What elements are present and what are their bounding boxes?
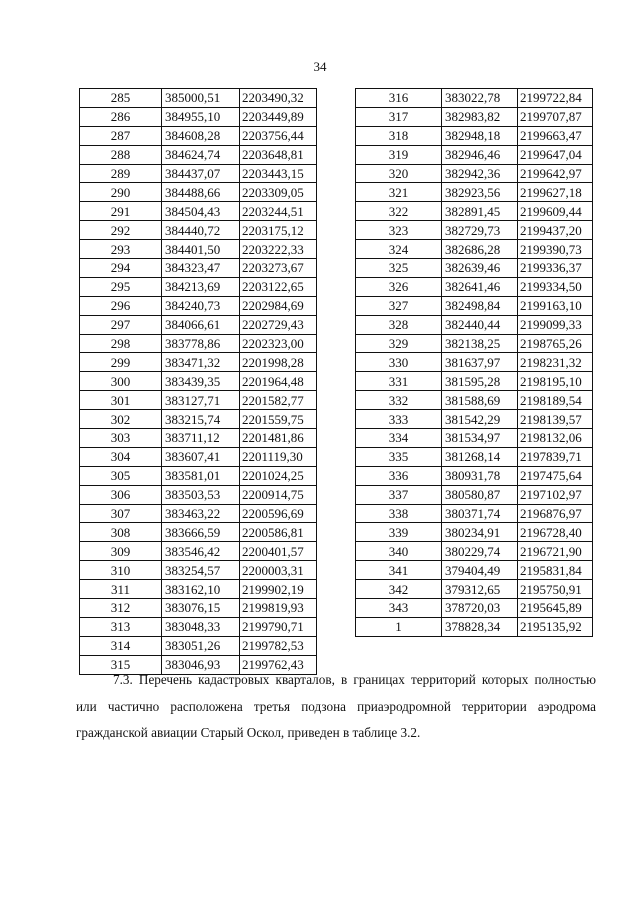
point-number-cell: 296: [80, 296, 162, 315]
table-row: [80, 126, 317, 145]
x-coordinate-cell: 382948,18: [442, 126, 518, 145]
table-row: [80, 183, 317, 202]
point-number-cell: 314: [80, 636, 162, 655]
table-row: [356, 145, 593, 164]
table-row: [356, 107, 593, 126]
x-coordinate-cell: 383546,42: [162, 542, 240, 561]
x-coordinate-cell: 382891,45: [442, 202, 518, 221]
table-row: [80, 599, 317, 618]
x-coordinate-cell: 384401,50: [162, 240, 240, 259]
table-row: [356, 447, 593, 466]
table-row: [356, 391, 593, 410]
y-coordinate-cell: 2201559,75: [240, 410, 317, 429]
y-coordinate-cell: 2198195,10: [518, 372, 593, 391]
section-paragraph: 7.3. Перечень кадастровых кварталов, в границах территорий которых полностью или частично расположена третья подзона приаэродромной территории аэродрома гражданской авиации Старый Оскол, приведен в таблице 3.2.: [76, 672, 596, 740]
table-row: [80, 277, 317, 296]
table-row: [80, 580, 317, 599]
point-number-cell: 302: [80, 410, 162, 429]
table-row: [80, 259, 317, 278]
point-number-cell: 295: [80, 277, 162, 296]
point-number-cell: 318: [356, 126, 442, 145]
point-number-cell: 332: [356, 391, 442, 410]
y-coordinate-cell: 2198189,54: [518, 391, 593, 410]
x-coordinate-cell: 382729,73: [442, 221, 518, 240]
y-coordinate-cell: 2199163,10: [518, 296, 593, 315]
table-row: [80, 240, 317, 259]
point-number-cell: 303: [80, 429, 162, 448]
table-row: [356, 126, 593, 145]
y-coordinate-cell: 2198139,57: [518, 410, 593, 429]
table-row: [80, 391, 317, 410]
x-coordinate-cell: 385000,51: [162, 89, 240, 108]
table-row: [80, 447, 317, 466]
table-row: [356, 410, 593, 429]
point-number-cell: 328: [356, 315, 442, 334]
x-coordinate-cell: 382639,46: [442, 259, 518, 278]
x-coordinate-cell: 383463,22: [162, 504, 240, 523]
y-coordinate-cell: 2195750,91: [518, 580, 593, 599]
y-coordinate-cell: 2199707,87: [518, 107, 593, 126]
point-number-cell: 340: [356, 542, 442, 561]
table-row: [356, 259, 593, 278]
y-coordinate-cell: 2196721,90: [518, 542, 593, 561]
y-coordinate-cell: 2203449,89: [240, 107, 317, 126]
point-number-cell: 313: [80, 617, 162, 636]
x-coordinate-cell: 382923,56: [442, 183, 518, 202]
point-number-cell: 322: [356, 202, 442, 221]
y-coordinate-cell: 2197839,71: [518, 447, 593, 466]
y-coordinate-cell: 2199334,50: [518, 277, 593, 296]
table-row: [80, 429, 317, 448]
coordinates-table-right: [355, 88, 593, 637]
point-number-cell: 324: [356, 240, 442, 259]
table-row: [80, 410, 317, 429]
y-coordinate-cell: 2199782,53: [240, 636, 317, 655]
point-number-cell: 312: [80, 599, 162, 618]
x-coordinate-cell: 383503,53: [162, 485, 240, 504]
point-number-cell: 334: [356, 429, 442, 448]
y-coordinate-cell: 2199790,71: [240, 617, 317, 636]
y-coordinate-cell: 2200596,69: [240, 504, 317, 523]
point-number-cell: 311: [80, 580, 162, 599]
y-coordinate-cell: 2199663,47: [518, 126, 593, 145]
point-number-cell: 289: [80, 164, 162, 183]
table-row: [356, 315, 593, 334]
table-row: [80, 542, 317, 561]
coordinates-table-left: [79, 88, 317, 675]
x-coordinate-cell: 383254,57: [162, 561, 240, 580]
table-row: [80, 466, 317, 485]
y-coordinate-cell: 2200914,75: [240, 485, 317, 504]
point-number-cell: 294: [80, 259, 162, 278]
point-number-cell: 285: [80, 89, 162, 108]
point-number-cell: 320: [356, 164, 442, 183]
y-coordinate-cell: 2201119,30: [240, 447, 317, 466]
coordinates-table-right-body: [356, 89, 593, 637]
y-coordinate-cell: 2200586,81: [240, 523, 317, 542]
point-number-cell: 316: [356, 89, 442, 108]
point-number-cell: 331: [356, 372, 442, 391]
table-row: [356, 429, 593, 448]
table-row: [80, 372, 317, 391]
table-row: [80, 315, 317, 334]
point-number-cell: 315: [80, 655, 162, 674]
x-coordinate-cell: 383711,12: [162, 429, 240, 448]
point-number-cell: 333: [356, 410, 442, 429]
point-number-cell: 338: [356, 504, 442, 523]
table-row: [80, 89, 317, 108]
x-coordinate-cell: 384504,43: [162, 202, 240, 221]
x-coordinate-cell: 383162,10: [162, 580, 240, 599]
point-number-cell: 319: [356, 145, 442, 164]
point-number-cell: 309: [80, 542, 162, 561]
table-row: [356, 523, 593, 542]
table-row: [356, 617, 593, 636]
x-coordinate-cell: 382942,36: [442, 164, 518, 183]
y-coordinate-cell: 2199437,20: [518, 221, 593, 240]
x-coordinate-cell: 383666,59: [162, 523, 240, 542]
table-row: [356, 202, 593, 221]
point-number-cell: 298: [80, 334, 162, 353]
y-coordinate-cell: 2201024,25: [240, 466, 317, 485]
table-row: [80, 617, 317, 636]
table-row: [80, 485, 317, 504]
point-number-cell: 321: [356, 183, 442, 202]
y-coordinate-cell: 2198765,26: [518, 334, 593, 353]
point-number-cell: 329: [356, 334, 442, 353]
point-number-cell: 1: [356, 617, 442, 636]
y-coordinate-cell: 2196876,97: [518, 504, 593, 523]
y-coordinate-cell: 2197475,64: [518, 466, 593, 485]
x-coordinate-cell: 383607,41: [162, 447, 240, 466]
table-row: [80, 523, 317, 542]
y-coordinate-cell: 2196728,40: [518, 523, 593, 542]
x-coordinate-cell: 384955,10: [162, 107, 240, 126]
y-coordinate-cell: 2199647,04: [518, 145, 593, 164]
table-row: [356, 561, 593, 580]
point-number-cell: 342: [356, 580, 442, 599]
y-coordinate-cell: 2202729,43: [240, 315, 317, 334]
x-coordinate-cell: 383778,86: [162, 334, 240, 353]
x-coordinate-cell: 381534,97: [442, 429, 518, 448]
table-row: [356, 221, 593, 240]
y-coordinate-cell: 2203222,33: [240, 240, 317, 259]
point-number-cell: 288: [80, 145, 162, 164]
y-coordinate-cell: 2202323,00: [240, 334, 317, 353]
x-coordinate-cell: 380229,74: [442, 542, 518, 561]
table-row: [356, 240, 593, 259]
y-coordinate-cell: 2203273,67: [240, 259, 317, 278]
x-coordinate-cell: 382641,46: [442, 277, 518, 296]
point-number-cell: 326: [356, 277, 442, 296]
table-row: [356, 277, 593, 296]
table-row: [356, 183, 593, 202]
table-row: [356, 580, 593, 599]
x-coordinate-cell: 384213,69: [162, 277, 240, 296]
y-coordinate-cell: 2203309,05: [240, 183, 317, 202]
x-coordinate-cell: 384437,07: [162, 164, 240, 183]
x-coordinate-cell: 384608,28: [162, 126, 240, 145]
table-row: [356, 372, 593, 391]
x-coordinate-cell: 384488,66: [162, 183, 240, 202]
y-coordinate-cell: 2203490,32: [240, 89, 317, 108]
x-coordinate-cell: 383022,78: [442, 89, 518, 108]
point-number-cell: 336: [356, 466, 442, 485]
point-number-cell: 307: [80, 504, 162, 523]
table-row: [356, 89, 593, 108]
x-coordinate-cell: 384323,47: [162, 259, 240, 278]
y-coordinate-cell: 2199336,37: [518, 259, 593, 278]
table-row: [80, 164, 317, 183]
y-coordinate-cell: 2199722,84: [518, 89, 593, 108]
x-coordinate-cell: 379312,65: [442, 580, 518, 599]
y-coordinate-cell: 2203443,15: [240, 164, 317, 183]
point-number-cell: 335: [356, 447, 442, 466]
point-number-cell: 310: [80, 561, 162, 580]
x-coordinate-cell: 380931,78: [442, 466, 518, 485]
point-number-cell: 317: [356, 107, 442, 126]
y-coordinate-cell: 2195831,84: [518, 561, 593, 580]
point-number-cell: 287: [80, 126, 162, 145]
y-coordinate-cell: 2201964,48: [240, 372, 317, 391]
point-number-cell: 323: [356, 221, 442, 240]
x-coordinate-cell: 382946,46: [442, 145, 518, 164]
x-coordinate-cell: 383051,26: [162, 636, 240, 655]
y-coordinate-cell: 2195135,92: [518, 617, 593, 636]
point-number-cell: 337: [356, 485, 442, 504]
table-row: [356, 296, 593, 315]
point-number-cell: 343: [356, 599, 442, 618]
y-coordinate-cell: 2199762,43: [240, 655, 317, 674]
y-coordinate-cell: 2200003,31: [240, 561, 317, 580]
y-coordinate-cell: 2199819,93: [240, 599, 317, 618]
table-row: [80, 107, 317, 126]
point-number-cell: 341: [356, 561, 442, 580]
x-coordinate-cell: 383471,32: [162, 353, 240, 372]
x-coordinate-cell: 382440,44: [442, 315, 518, 334]
x-coordinate-cell: 383046,93: [162, 655, 240, 674]
point-number-cell: 297: [80, 315, 162, 334]
y-coordinate-cell: 2202984,69: [240, 296, 317, 315]
x-coordinate-cell: 381595,28: [442, 372, 518, 391]
y-coordinate-cell: 2200401,57: [240, 542, 317, 561]
point-number-cell: 290: [80, 183, 162, 202]
table-row: [80, 221, 317, 240]
x-coordinate-cell: 382498,84: [442, 296, 518, 315]
y-coordinate-cell: 2203175,12: [240, 221, 317, 240]
x-coordinate-cell: 383215,74: [162, 410, 240, 429]
table-row: [80, 334, 317, 353]
point-number-cell: 293: [80, 240, 162, 259]
x-coordinate-cell: 384624,74: [162, 145, 240, 164]
x-coordinate-cell: 383127,71: [162, 391, 240, 410]
y-coordinate-cell: 2203244,51: [240, 202, 317, 221]
point-number-cell: 299: [80, 353, 162, 372]
x-coordinate-cell: 383439,35: [162, 372, 240, 391]
table-row: [80, 296, 317, 315]
table-row: [80, 561, 317, 580]
y-coordinate-cell: 2203122,65: [240, 277, 317, 296]
table-row: [356, 334, 593, 353]
table-row: [356, 466, 593, 485]
x-coordinate-cell: 383048,33: [162, 617, 240, 636]
x-coordinate-cell: 384240,73: [162, 296, 240, 315]
point-number-cell: 330: [356, 353, 442, 372]
y-coordinate-cell: 2195645,89: [518, 599, 593, 618]
y-coordinate-cell: 2199390,73: [518, 240, 593, 259]
x-coordinate-cell: 384066,61: [162, 315, 240, 334]
point-number-cell: 286: [80, 107, 162, 126]
y-coordinate-cell: 2199642,97: [518, 164, 593, 183]
y-coordinate-cell: 2201481,86: [240, 429, 317, 448]
y-coordinate-cell: 2199902,19: [240, 580, 317, 599]
point-number-cell: 291: [80, 202, 162, 221]
page-number: 34: [313, 59, 327, 74]
x-coordinate-cell: 380234,91: [442, 523, 518, 542]
table-row: [356, 599, 593, 618]
table-row: [80, 504, 317, 523]
point-number-cell: 300: [80, 372, 162, 391]
x-coordinate-cell: 381637,97: [442, 353, 518, 372]
x-coordinate-cell: 378828,34: [442, 617, 518, 636]
x-coordinate-cell: 379404,49: [442, 561, 518, 580]
x-coordinate-cell: 378720,03: [442, 599, 518, 618]
point-number-cell: 305: [80, 466, 162, 485]
point-number-cell: 308: [80, 523, 162, 542]
x-coordinate-cell: 382983,82: [442, 107, 518, 126]
x-coordinate-cell: 381588,69: [442, 391, 518, 410]
table-row: [80, 145, 317, 164]
y-coordinate-cell: 2199627,18: [518, 183, 593, 202]
table-row: [356, 542, 593, 561]
y-coordinate-cell: 2201998,28: [240, 353, 317, 372]
x-coordinate-cell: 382138,25: [442, 334, 518, 353]
y-coordinate-cell: 2199099,33: [518, 315, 593, 334]
point-number-cell: 325: [356, 259, 442, 278]
x-coordinate-cell: 381268,14: [442, 447, 518, 466]
table-row: [356, 164, 593, 183]
table-row: [80, 353, 317, 372]
coordinates-table-left-body: [80, 89, 317, 675]
x-coordinate-cell: 380580,87: [442, 485, 518, 504]
x-coordinate-cell: 380371,74: [442, 504, 518, 523]
point-number-cell: 339: [356, 523, 442, 542]
y-coordinate-cell: 2199609,44: [518, 202, 593, 221]
point-number-cell: 306: [80, 485, 162, 504]
point-number-cell: 327: [356, 296, 442, 315]
x-coordinate-cell: 382686,28: [442, 240, 518, 259]
table-row: [356, 485, 593, 504]
y-coordinate-cell: 2198132,06: [518, 429, 593, 448]
x-coordinate-cell: 383076,15: [162, 599, 240, 618]
y-coordinate-cell: 2201582,77: [240, 391, 317, 410]
table-row: [80, 202, 317, 221]
y-coordinate-cell: 2203648,81: [240, 145, 317, 164]
point-number-cell: 301: [80, 391, 162, 410]
y-coordinate-cell: 2198231,32: [518, 353, 593, 372]
y-coordinate-cell: 2203756,44: [240, 126, 317, 145]
x-coordinate-cell: 383581,01: [162, 466, 240, 485]
table-row: [356, 504, 593, 523]
x-coordinate-cell: 381542,29: [442, 410, 518, 429]
table-row: [356, 353, 593, 372]
y-coordinate-cell: 2197102,97: [518, 485, 593, 504]
table-row: [80, 636, 317, 655]
x-coordinate-cell: 384440,72: [162, 221, 240, 240]
point-number-cell: 304: [80, 447, 162, 466]
point-number-cell: 292: [80, 221, 162, 240]
